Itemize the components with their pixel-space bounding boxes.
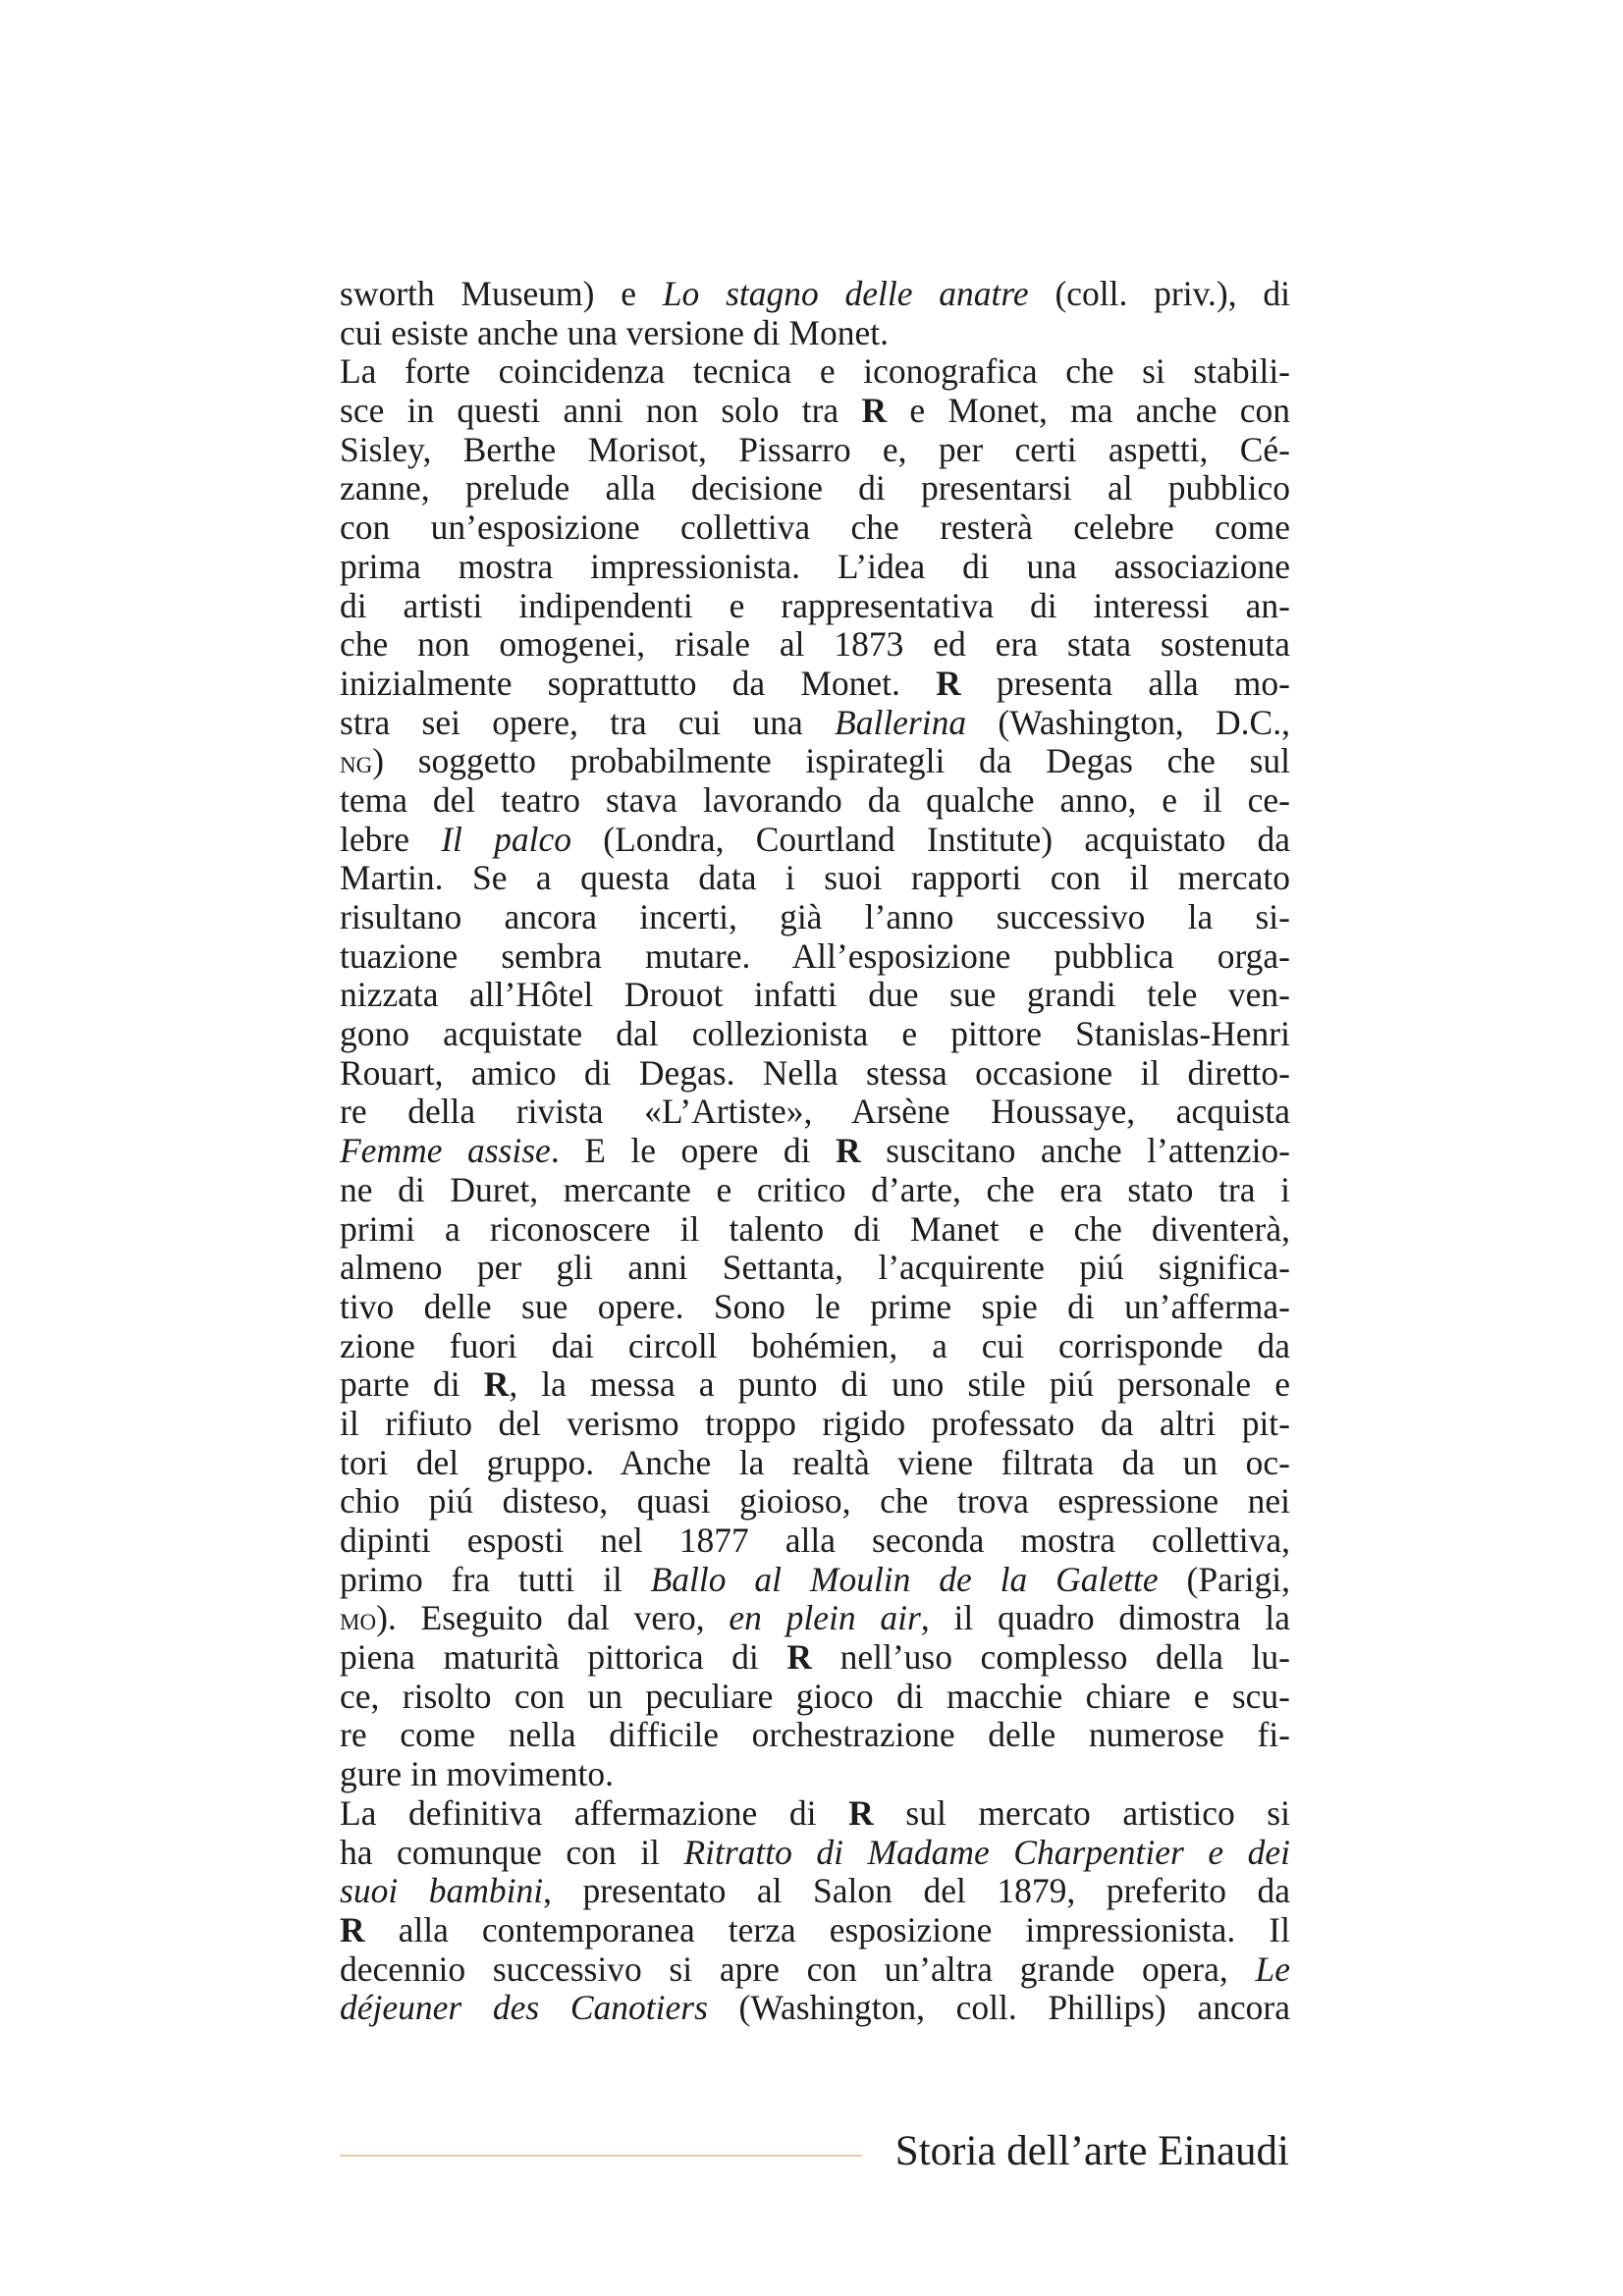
text-line bbox=[340, 431, 1290, 470]
text-run: di artisti indipendenti e rappresentativa di interessi an- bbox=[340, 585, 1290, 625]
text-line bbox=[340, 1911, 1290, 1950]
text-run: Sisley, Berthe Morisot, Pissarro e, per certi aspetti, Cé- bbox=[340, 429, 1290, 469]
italic-run: déjeuner des Canotiers bbox=[340, 1988, 708, 2028]
text-run: ce, risolto con un peculiare gioco di macchie chiare e scu- bbox=[340, 1676, 1290, 1716]
smallcaps-run: ng bbox=[340, 745, 373, 781]
bold-run: R bbox=[786, 1637, 813, 1678]
text-line bbox=[340, 1794, 1290, 1834]
text-line bbox=[340, 1015, 1290, 1054]
text-line bbox=[340, 821, 1290, 860]
text-run: piena maturità pittorica di bbox=[340, 1637, 787, 1678]
text-line bbox=[340, 275, 1290, 314]
bold-run: R bbox=[848, 1792, 874, 1833]
text-line bbox=[340, 1093, 1290, 1132]
text-run: re come nella difficile orchestrazione delle numerose fi- bbox=[340, 1715, 1290, 1755]
italic-run: suoi bambini bbox=[340, 1871, 544, 1911]
text-run: Martin. Se a questa data i suoi rapporti con il mercato bbox=[340, 858, 1290, 898]
text-run: tori del gruppo. Anche la realtà viene filtrata da un oc- bbox=[340, 1442, 1290, 1482]
text-run: , il quadro dimostra la bbox=[920, 1598, 1290, 1638]
text-run: alla contemporanea terza esposizione impressionista. Il bbox=[364, 1909, 1290, 1949]
text-line bbox=[340, 742, 1290, 781]
text-run: ne di Duret, mercante e critico d’arte, che era stato tra i bbox=[340, 1169, 1290, 1209]
text-run: (Washington, D.C., bbox=[966, 702, 1290, 742]
text-line bbox=[340, 1054, 1290, 1094]
footer-rule bbox=[340, 2155, 862, 2157]
bold-run: R bbox=[340, 1909, 365, 1949]
text-line bbox=[340, 314, 1290, 353]
text-run: . E le opere di bbox=[550, 1131, 837, 1171]
text-line bbox=[340, 1716, 1290, 1755]
text-run: ). Eseguito dal vero, bbox=[376, 1598, 730, 1638]
text-run: nell’uso complesso della lu- bbox=[812, 1637, 1291, 1678]
text-line bbox=[340, 508, 1290, 548]
text-run: suscitano anche l’attenzio- bbox=[860, 1131, 1290, 1171]
text-run: gono acquistate dal collezionista e pittore Stanislas-Henri bbox=[340, 1014, 1290, 1054]
text-line bbox=[340, 1561, 1290, 1600]
text-run: , presentato al Salon del 1879, preferito da bbox=[543, 1871, 1290, 1911]
text-run: (coll. priv.), di bbox=[1028, 274, 1291, 313]
italic-run: Le bbox=[1255, 1949, 1290, 1989]
text-run: primo fra tutti il bbox=[340, 1559, 651, 1599]
text-line bbox=[340, 781, 1290, 821]
text-line bbox=[340, 976, 1290, 1015]
text-line bbox=[340, 1599, 1290, 1638]
text-run: ha comunque con il bbox=[340, 1832, 684, 1872]
footer-title: Storia dell’arte Einaudi bbox=[894, 2128, 1289, 2174]
text-run: lebre bbox=[340, 819, 442, 859]
italic-run: Lo stagno delle anatre bbox=[662, 274, 1029, 313]
text-run: nizzata all’Hôtel Drouot infatti due sue grandi tele ven- bbox=[340, 975, 1290, 1015]
text-run: tuazione sembra mutare. All’esposizione pubblica orga- bbox=[340, 935, 1290, 976]
text-line bbox=[340, 1950, 1290, 1990]
text-line bbox=[340, 1171, 1290, 1210]
text-line bbox=[340, 859, 1290, 898]
text-run: con un’esposizione collettiva che resterà celebre come bbox=[340, 507, 1290, 548]
bold-run: R bbox=[483, 1364, 510, 1405]
bold-run: R bbox=[861, 391, 888, 431]
text-run: (Londra, Courtland Institute) acquistato da bbox=[571, 819, 1290, 859]
italic-run: Ritratto di Madame Charpentier e dei bbox=[683, 1832, 1291, 1872]
text-run: primi a riconoscere il talento di Manet e che diventerà, bbox=[340, 1208, 1290, 1249]
text-line bbox=[340, 1327, 1290, 1366]
text-run: (Washington, coll. Phillips) ancora bbox=[707, 1988, 1290, 2028]
italic-run: Ballo al Moulin de la Galette bbox=[650, 1559, 1159, 1599]
text-line bbox=[340, 587, 1290, 626]
text-line bbox=[340, 352, 1290, 392]
text-line bbox=[340, 1132, 1290, 1171]
text-run: presenta alla mo- bbox=[960, 663, 1290, 703]
text-line bbox=[340, 1444, 1290, 1483]
text-line bbox=[340, 1365, 1290, 1405]
text-run: il rifiuto del verismo troppo rigido professato da altri pit- bbox=[340, 1403, 1290, 1443]
text-line bbox=[340, 1638, 1290, 1678]
text-run: almeno per gli anni Settanta, l’acquirente piú significa- bbox=[340, 1248, 1290, 1288]
bold-run: R bbox=[936, 663, 961, 703]
text-run: sworth Museum) e bbox=[340, 274, 663, 313]
text-line bbox=[340, 898, 1290, 937]
text-run: che non omogenei, risale al 1873 ed era stata sostenuta bbox=[340, 624, 1290, 665]
text-run: prima mostra impressionista. L’idea di una associazione bbox=[340, 546, 1290, 586]
text-line bbox=[340, 1210, 1290, 1250]
text-line bbox=[340, 1755, 1290, 1794]
text-line bbox=[340, 392, 1290, 431]
text-run: re della rivista «L’Artiste», Arsène Houssaye, acquista bbox=[340, 1092, 1290, 1132]
text-run: ) soggetto probabilmente ispirategli da Degas che sul bbox=[372, 741, 1290, 781]
bold-run: R bbox=[836, 1131, 861, 1171]
text-run: tema del teatro stava lavorando da qualche anno, e il ce- bbox=[340, 779, 1290, 820]
text-run: sce in questi anni non solo tra bbox=[340, 391, 862, 431]
text-line bbox=[340, 1678, 1290, 1717]
italic-run: Il palco bbox=[441, 819, 571, 859]
text-line bbox=[340, 1989, 1290, 2028]
text-line bbox=[340, 937, 1290, 977]
text-run: parte di bbox=[340, 1364, 484, 1405]
text-run: (Parigi, bbox=[1158, 1559, 1291, 1599]
text-run: risultano ancora incerti, già l’anno successivo la si- bbox=[340, 897, 1290, 936]
text-line bbox=[340, 625, 1290, 665]
text-run: zanne, prelude alla decisione di presentarsi al pubblico bbox=[340, 468, 1290, 508]
text-line bbox=[340, 1288, 1290, 1327]
body-text bbox=[340, 275, 1290, 2028]
italic-run: Ballerina bbox=[835, 702, 967, 742]
text-line bbox=[340, 704, 1290, 743]
text-run: sul mercato artistico si bbox=[873, 1792, 1290, 1833]
text-run: La definitiva affermazione di bbox=[340, 1792, 849, 1833]
text-run: gure in movimento. bbox=[340, 1754, 615, 1794]
text-line bbox=[340, 1249, 1290, 1288]
text-run: tivo delle sue opere. Sono le prime spie di un’afferma- bbox=[340, 1286, 1290, 1326]
text-run: cui esiste anche una versione di Monet. bbox=[340, 312, 889, 352]
text-run: decennio successivo si apre con un’altra grande opera, bbox=[340, 1949, 1256, 1989]
text-line bbox=[340, 548, 1290, 587]
smallcaps-run: mo bbox=[340, 1602, 377, 1638]
text-run: e Monet, ma anche con bbox=[887, 391, 1291, 431]
text-run: zione fuori dai circoll bohémien, a cui corrisponde da bbox=[340, 1325, 1290, 1365]
italic-run: en plein air bbox=[729, 1598, 921, 1638]
text-line bbox=[340, 665, 1290, 704]
text-line bbox=[340, 1834, 1290, 1873]
text-run: , la messa a punto di uno stile piú personale e bbox=[509, 1364, 1290, 1405]
text-run: dipinti esposti nel 1877 alla seconda mostra collettiva, bbox=[340, 1521, 1290, 1560]
text-line bbox=[340, 469, 1290, 508]
italic-run: Femme assise bbox=[340, 1131, 551, 1171]
text-run: Rouart, amico di Degas. Nella stessa occasione il diretto- bbox=[340, 1052, 1290, 1093]
text-run: stra sei opere, tra cui una bbox=[340, 702, 836, 742]
text-line bbox=[340, 1405, 1290, 1444]
text-line bbox=[340, 1522, 1290, 1561]
text-line bbox=[340, 1872, 1290, 1911]
text-run: La forte coincidenza tecnica e iconografica che si stabili- bbox=[340, 351, 1290, 392]
text-line bbox=[340, 1482, 1290, 1522]
text-run: chio piú disteso, quasi gioioso, che trova espressione nei bbox=[340, 1481, 1290, 1522]
text-run: inizialmente soprattutto da Monet. bbox=[340, 663, 937, 703]
